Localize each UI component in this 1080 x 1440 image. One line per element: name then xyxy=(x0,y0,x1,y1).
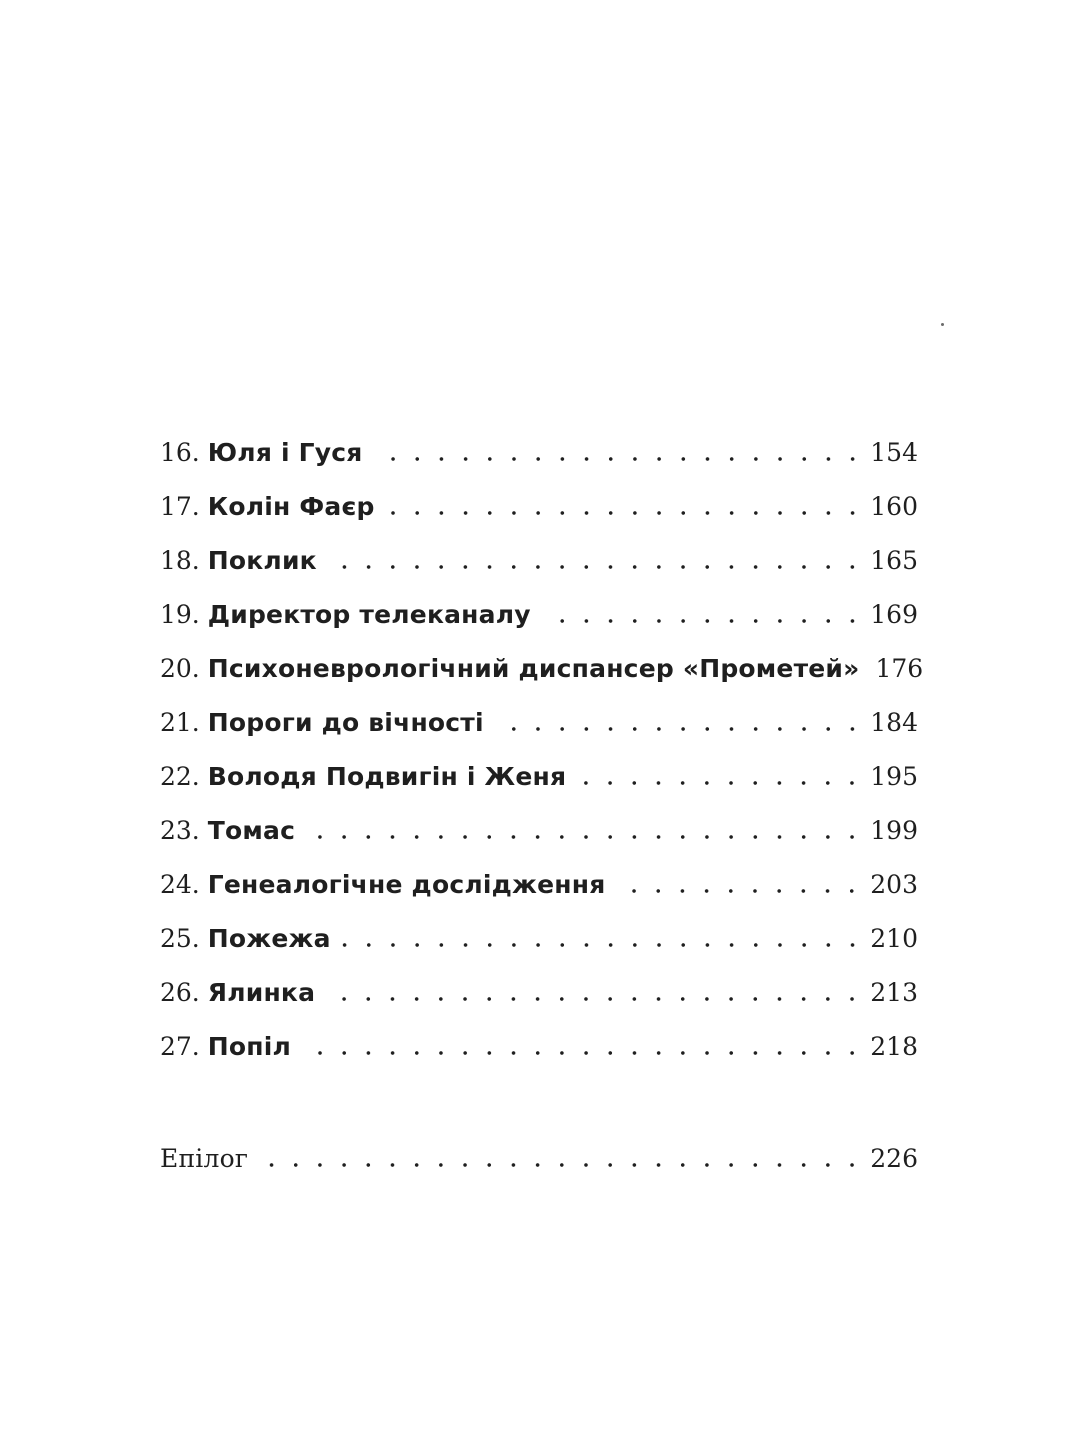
page-number: 169 xyxy=(870,600,918,629)
toc-entry xyxy=(160,1032,918,1086)
dot-leader xyxy=(494,727,865,731)
page-number: 154 xyxy=(870,438,918,467)
dot-leader xyxy=(301,1051,864,1055)
table-of-contents xyxy=(160,438,924,1198)
chapter-title: Пожежа xyxy=(207,924,331,953)
page-number: 210 xyxy=(870,924,918,953)
chapter-number: 20. xyxy=(160,654,200,683)
dot-leader xyxy=(325,997,864,1001)
dot-leader xyxy=(258,1163,864,1167)
dot-leader xyxy=(373,457,865,461)
toc-entry xyxy=(160,546,918,600)
chapter-title: Генеалогічне дослідження xyxy=(207,870,606,899)
page-number: 176 xyxy=(875,654,924,683)
dot-leader xyxy=(385,511,865,515)
chapter-number: 21. xyxy=(160,708,200,737)
page-number: 213 xyxy=(870,978,918,1007)
dot-leader xyxy=(327,565,864,569)
page-number: 203 xyxy=(870,870,918,899)
toc-entry xyxy=(160,978,918,1032)
toc-entry xyxy=(160,654,924,708)
toc-entry xyxy=(160,438,918,492)
page-number: 199 xyxy=(870,816,918,845)
chapter-number: 22. xyxy=(160,762,200,791)
toc-entry xyxy=(160,600,918,654)
dot-leader xyxy=(576,781,864,785)
chapter-title: Психоневрологічний диспансер «Прометей» xyxy=(207,654,860,683)
toc-entry xyxy=(160,924,918,978)
dot-leader xyxy=(615,889,864,893)
dot-leader xyxy=(341,943,865,947)
page-number: 165 xyxy=(870,546,918,575)
page-number: 184 xyxy=(870,708,918,737)
page-number: 160 xyxy=(870,492,918,521)
chapter-title: Колін Фаєр xyxy=(207,492,375,521)
chapter-title: Попіл xyxy=(207,1032,292,1061)
chapter-number: 23. xyxy=(160,816,200,845)
chapter-number: 19. xyxy=(160,600,200,629)
epilogue-title: Епілог xyxy=(160,1144,249,1173)
chapter-number: 16. xyxy=(160,438,200,467)
chapter-number: 17. xyxy=(160,492,200,521)
toc-entry xyxy=(160,762,918,816)
chapter-number: 27. xyxy=(160,1032,200,1061)
chapter-title: Юля і Гуся xyxy=(207,438,363,467)
toc-entry xyxy=(160,870,918,924)
chapter-title: Поклик xyxy=(207,546,317,575)
page-number: 218 xyxy=(870,1032,918,1061)
toc-entry-epilogue xyxy=(160,1144,918,1198)
page-speck xyxy=(941,323,944,326)
page-number: 195 xyxy=(870,762,918,791)
chapter-title: Володя Подвигін і Женя xyxy=(207,762,567,791)
toc-entry xyxy=(160,816,918,870)
chapter-number: 24. xyxy=(160,870,200,899)
chapter-title: Ялинка xyxy=(207,978,316,1007)
page-number: 226 xyxy=(870,1144,918,1173)
dot-leader xyxy=(305,835,864,839)
chapter-number: 18. xyxy=(160,546,200,575)
dot-leader xyxy=(541,619,865,623)
section-gap xyxy=(160,1086,918,1144)
chapter-title: Директор телеканалу xyxy=(207,600,531,629)
toc-entry xyxy=(160,708,918,762)
chapter-number: 26. xyxy=(160,978,200,1007)
chapter-title: Томас xyxy=(207,816,296,845)
chapter-number: 25. xyxy=(160,924,200,953)
chapter-title: Пороги до вічності xyxy=(207,708,484,737)
toc-entry xyxy=(160,492,918,546)
